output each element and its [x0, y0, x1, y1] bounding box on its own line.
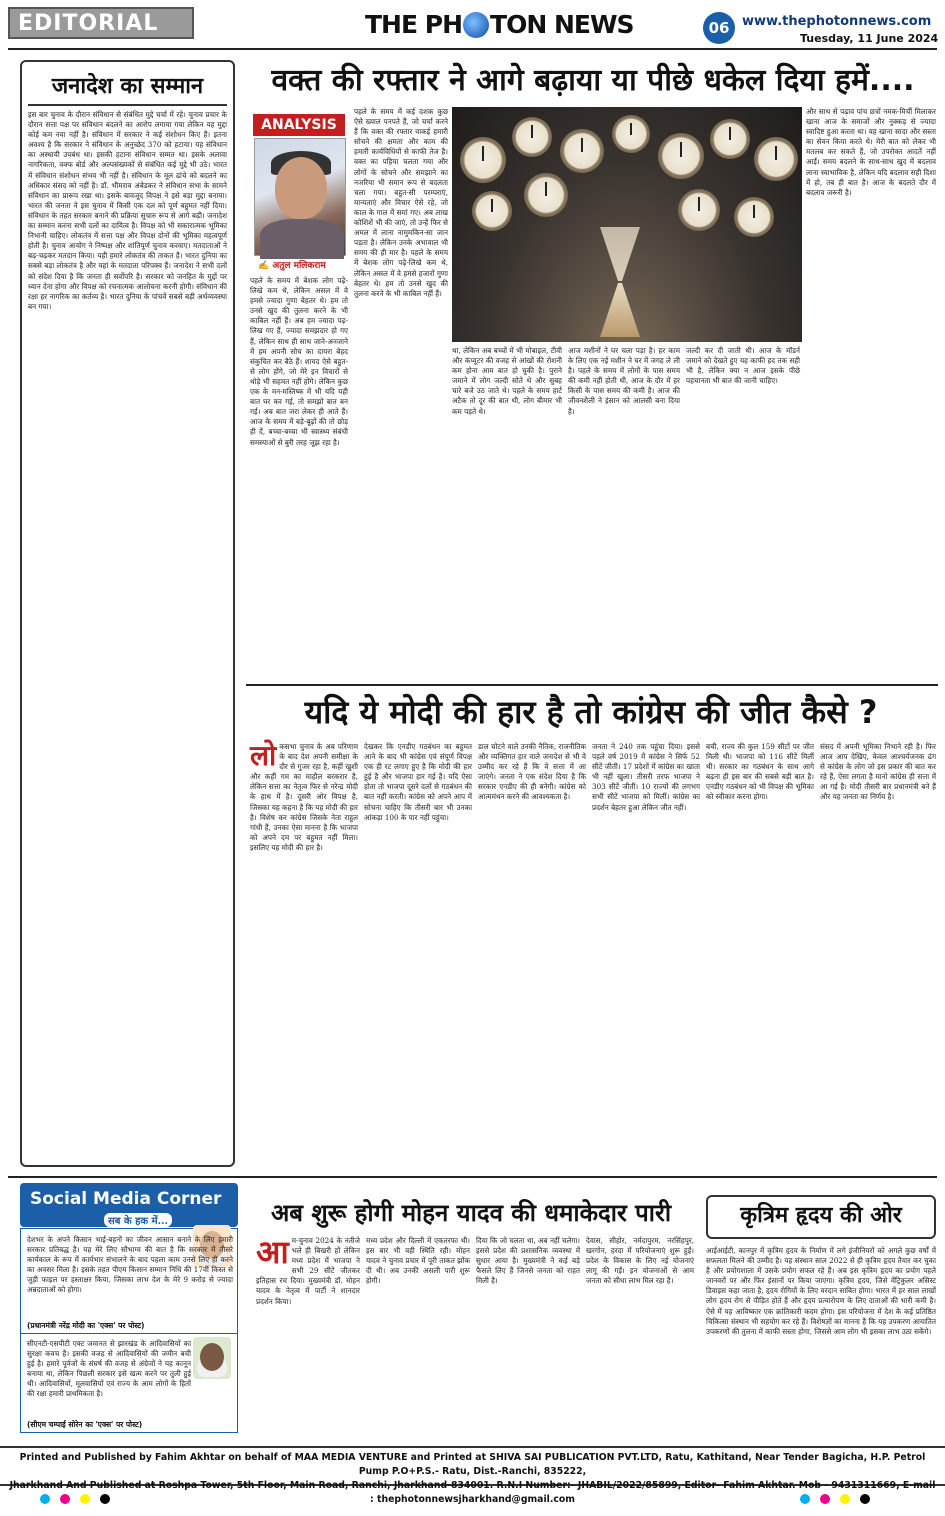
globe-icon — [463, 12, 489, 38]
registration-mark — [100, 1494, 110, 1504]
issue-date: Tuesday, 11 June 2024 — [800, 32, 939, 45]
clocks-hourglass-image — [452, 107, 802, 342]
registration-mark — [40, 1494, 50, 1504]
social-media-box — [20, 1228, 238, 1433]
page-number: 06 — [703, 12, 735, 44]
article2-column-6: संसद में अपनी भूमिका निभाने रही है। फिर आज आप देखिए, केवल आश्चर्यजनक ढंग से कांग्रेस के लोग जो इस प्रकार की बात कर रहे हैं, ऐसा लगता है मानो कांग्रेस ही सत्ता में आ गई है। मोदी तीसरी बार प्रधानमंत्री बने हैं और यह जनता का निर्णय है। — [820, 742, 936, 802]
social-post-2: सीएनटी-एसपीटी एक्ट जमानत से झारखंड के आदिवासियों का सुरक्षा कवच है। इसकी वजह से आदिवासियों की जमीन बची हुई है। हमारे पूर्वजों के संघर्ष की वजह से अंग्रेजों ने यह कानून बनाया था, लेकिन पिछली सरकार इसे खत्म करने पर तुली हुई थी। आदिवासियों, मूलवासियों एवं राज्य के आम लोगों के हितों की रक्षा हमारी प्राथमिकता है। — [27, 1339, 191, 1399]
imprint-line-1: Printed and Published by Fahim Akhtar on behalf of MAA MEDIA VENTURE and Printed at SHIVA SAI PUBLICATION PVT.LTD, Ratu, Kathitand, Near Tender Bagicha, H.P. Petrol Pump P.O+P.S.- Ratu, Dist.-Ranchi, 835222, — [19, 1452, 926, 1477]
social-post-2-source: (सीएम चम्पाई सोरेन का 'एक्स' पर पोस्ट) — [27, 1420, 143, 1429]
section-divider — [8, 1176, 937, 1178]
registration-mark — [820, 1494, 830, 1504]
registration-mark — [60, 1494, 70, 1504]
article1-column-1: पहले के समय में बेशक लोग पढ़े-लिखे कम थे, लेकिन असल में वे हमसे ज्यादा गुणा बेहतर थे। हम तो उनसे खुद की तुलना करने के भी काबिल नहीं हैं। अब हम ज्यादा पढ़-लिख गए हैं, ज्यादा समझदार हो गए हैं, लेकिन साथ ही साथ जाने-अनजाने में हम अपनी सोच का दायरा बेहद संकुचित कर बैठे हैं। शायद ऐसे बहुत-से लोग होंगे, जो मेरे इन विचारों से थोड़े भी सहमत नहीं होंगे। लेकिन कुछ एक के मन-मस्तिष्क में भी यदि यही बात घर कर गई, तो समझो बात बन गई। अब बात जरा लेकर ही आते हैं। आज के समय में बड़े-बूढ़ों की तो छोड़ ही दें, बच्चा-बच्चा भी स्वास्थ्य संबंधी समस्याओं से बुरी तरह जूझ रहा है। — [250, 276, 348, 447]
article3-column-1-text: म-चुनाव 2024 के नतीजे भले ही बिखरी हों लेकिन मध्य प्रदेश में भाजपा ने सभी 29 सीटें जीतकर इतिहास रच दिया। मुख्यमंत्री डॉ. मोहन यादव के नेतृत्व में पार्टी ने शानदार प्रदर्शन किया। — [256, 1236, 360, 1306]
drop-cap: लो — [250, 739, 277, 772]
social-media-subtitle: सब के हक में... — [104, 1213, 172, 1227]
logo-text-right: TON NEWS — [490, 10, 634, 39]
social-post-1-source: (प्रधानमंत्री नरेंद्र मोदी का 'एक्स' पर पोस्ट) — [27, 1321, 145, 1330]
social-post-1: देशभर के अपने किसान भाई-बहनों का जीवन आसान बनाने के लिए हमारी सरकार प्रतिबद्ध है। यह मेरे लिए सौभाग्य की बात है कि सरकार में तीसरे कार्यकाल के रूप में कार्यभार संभालने के बाद पहला काम उनसे लिए ही करने का अवसर मिला है। इसके तहत पीएम किसान सम्मान निधि की 17वीं किस्त से जुड़ी फाइल पर हस्ताक्षर किया, जिसका लाभ देश के मेरे 9 करोड़ से ज्यादा अन्नदाताओं को होगा। — [27, 1235, 233, 1295]
article2-headline: यदि ये मोदी की हार है तो कांग्रेस की जीत कैसे ? — [304, 693, 878, 731]
registration-mark — [860, 1494, 870, 1504]
article1-column-2: पहले के समय में कई दशक कुछ ऐसे ख्याल पनपते हैं, जो चर्चा करने हैं कि वक्त की रफ्तार वाकई हमारी सोचने की क्षमता और काम की हमारी कार्यविधियों से काफी तेज है। वक्त का पहिया चलता गया और लोगों के सोचने और समझाने का नजरिया भी समान रूप से बदलता चला गया। बहुत-सी परम्पराएं, मान्यताएं और विचार ऐसे रहे, जो काल के गाल में समां गए। अब लाख कोशिशें भी की जाएं, तो उन्हें फिर से अमल में लाना नामुमकिन-सा जान पड़ता है। लेकिन उनके अभावाल भी समय की ही मार है। पहले के समय में बेशक लोग पढ़े-लिखे कम थे, लेकिन असल में वे हमसे हजारों गुणा बेहतर थे। हम तो उनसे खुद की तुलना करने के भी काबिल नहीं हैं। — [354, 107, 448, 298]
article1-column-6: और साथ से पढ़ाव पांच छत्रों नमक-मिर्ची मिलाकर खाना आज के समाजों और नुक्कड़ से ज्यादा स्वादिष्ट हुआ करता था। वह खाना सादा और सस्ता का सेवन किया करते थे। मेरी बात को लेकर भी मतलब कर सकते हैं, जो उपरोक्त आदतें नहीं आईं। समय बदलने के साथ-साथ खुद में बदलाव लाना स्वाभाविक है, लेकिन यदि बदलाव सही दिशा में हो, तब ही बात है। आज के बदलते दौर में बदलाव जरूरी है। — [806, 107, 936, 197]
editorial-body: इस बार चुनाव के दौरान संविधान से संबंधित मुद्दे चर्चा में रहे। चुनाव प्रचार के दौरान सत्ता पक्ष पर संविधान बदलने का आरोप लगाया गया लेकिन यह मुद्दा कोई कम नया नहीं है। संविधान में सरकार ने कई संशोधन किए हैं। इतना अवश्य है कि सरकार ने संविधान के अनुच्छेद 370 को हटाया। यह संविधान का अस्थायी उपबंध था। इसकी हटाना संविधान सम्मत था। इसके अलावा नागरिकता, वक्फ बोर्ड और अल्पसंख्यकों से संबंधित कई मुद्दे भी उठे। भारत में संविधान संशोधन संभव भी नहीं है। संविधान के मूल ढांचे को बदलने का अधिकार संसद को नहीं है। डॉ. भीमराव अंबेडकर ने संविधान सभा के सामने संविधान का प्रारूप रखा था। इसके बावजूद विपक्ष ने इसे बड़ा मुद्दा बनाया। भारत की जनता ने इस चुनाव में किसी एक दल को पूर्ण बहुमत नहीं दिया। संविधान के तहत सरकार बनाने की प्रक्रिया सुचारु रूप से आगे बढ़ी। जनादेश का सम्मान करना सभी दलों का दायित्व है। विपक्ष को भी सकारात्मक भूमिका निभानी चाहिए। लोकतंत्र में सत्ता पक्ष और विपक्ष दोनों की भूमिका महत्वपूर्ण होती है। चुनाव आयोग ने निष्पक्ष और शांतिपूर्ण चुनाव करवाए। मतदाताओं ने बढ़-चढ़कर मतदान किया। यही हमारे लोकतंत्र की ताकत है। भारत दुनिया का सबसे बड़ा लोकतंत्र है और यहां के मतदाता परिपक्व हैं। जनादेश ने सभी दलों को संदेश दिया है कि जनता ही सर्वोपरि है। सरकार को जनहित के मुद्दों पर ध्यान देना होगा और विपक्ष को रचनात्मक आलोचना करनी होगी। संविधान की रक्षा हर नागरिक का कर्तव्य है। भारत दुनिया के पांचवें सबसे बड़ी अर्थव्यवस्था बन गया। — [28, 110, 227, 311]
article2-column-3: डाल चोटने वाले उनकी नैतिक, राजनीतिक और व्यक्तिगत हार वाले जनादेश से भी वे उम्मीद कर रहे हैं कि वे सत्ता में आ जाएंगे। जनता ने एक संदेश दिया है कि सरकार एनडीए की ही बनेगी। कांग्रेस को आत्ममंथन करने की आवश्यकता है। — [478, 742, 586, 802]
article1-column-3: था, लेकिन अब बच्चों में भी मोबाइल, टीवी और कंप्यूटर की वजह से आंखों की रोशनी कम होना आम बात हो चुकी है। पुराने जमाने में लोग जल्दी सोते थे और सुबह चारे बजे उठ जाते थे। पहले के समय हार्ट अटैक तो दूर की बात थी, लोग बीमार भी कम पड़ते थे। — [452, 346, 562, 416]
avatar — [193, 1337, 231, 1379]
masthead-divider — [8, 48, 937, 50]
article3-column-3: दिया कि जो चलता था, अब नहीं चलेगा। इससे प्रदेश की प्रशासनिक व्यवस्था में सुधार आया है। मुख्यमंत्री ने कई बड़े फैसले लिए हैं जिनसे जनता को राहत मिली है। — [476, 1236, 580, 1286]
article2-column-1-text: कसभा चुनाव के अब परिणाम के बाद देश अपनी समीक्षा के दौर से गुजर रहा है, कहीं खुशी और कहीं गम का माहौल बरकरार है, लेकिन सत्ता का नेतृत्व फिर से नरेन्द्र मोदी के हाथ में है। दूसरी ओर विपक्ष है, जिसका यह कहना है कि यह मोदी की हार है। विशेष कर कांग्रेस जिसके नेता राहुल गांधी हैं, उनका ऐसा मानना है कि भाजपा को अपने दम पर बहुमत नहीं मिला। इसलिए यह मोदी की हार है। — [250, 742, 358, 852]
imprint-line-2: Jharkhand And Published at Roshpa Tower, 5th Floor, Main Road, Ranchi, Jharkhand-834001. R.N.I Number:- JHABIL/2022/85899, Editor- Fahim Akhtar. Mob - 9431311669, E-mail : thephotonnewsjharkhand@gmail.com — [9, 1480, 936, 1505]
imprint-footer — [0, 1446, 945, 1505]
author-byline: ✍ अतुल मलिकराम — [258, 261, 326, 271]
article-headline: वक्त की रफ्तार ने आगे बढ़ाया या पीछे धकेल दिया हमें.... — [271, 63, 915, 98]
article3-headline: अब शुरू होगी मोहन यादव की धमाकेदार पारी — [270, 1199, 672, 1227]
logo-text-left: THE PH — [365, 10, 463, 39]
drop-cap: आ — [256, 1233, 289, 1271]
article1-column-4: आज मशीनों ने घर चला पड़ा है। हर काम के लिए एक नई मशीन ने घर में जगह ले ली है। पहले के समय में लोगों के पास समय की कमी नहीं होती थी, आज के दौर में हर किसी के पास समय की कमी है। आज की जीवनशैली ने इंसान को आलसी बना दिया है। — [568, 346, 680, 416]
article-divider — [246, 684, 938, 686]
website-url[interactable]: www.thephotonnews.com — [742, 14, 932, 29]
article2-column-4: जनता ने 240 तक पहुंचा दिया। इससे पहले वर्ष 2019 में कांग्रेस ने सिर्फ 52 सीटें जीती। 17 प्रदेशों में कांग्रेस का खाता भी नहीं खुला। तीसरी तरफ भाजपा ने 303 सीटें जीतीं। 10 राज्यों की लगभग सभी सीटें भाजपा को मिलीं। कांग्रेस का प्रदर्शन बेहतर हुआ लेकिन जीत नहीं। — [592, 742, 700, 812]
editorial-title: जनादेश का सम्मान — [28, 70, 227, 106]
author-photo — [254, 138, 346, 256]
article4-headline: कृत्रिम हृदय की ओर — [706, 1195, 936, 1239]
article3-column-4: देवास, सीहोर, नर्मदापुरम, नरसिंहपुर, खरगोन, हरदा में परियोजनाएं शुरू हुईं। प्रदेश के विकास के लिए नई योजनाएं लागू की गईं। इन योजनाओं से आम जनता को सीधा लाभ मिल रहा है। — [586, 1236, 694, 1286]
article2-column-2: देखकर कि एनडीए गठबंधन का बहुमत आने के बाद भी कांग्रेस एवं संपूर्ण विपक्ष एक ही रट लगाए हुए है कि मोदी की हार हुई है और भाजपा हार गई है। यदि ऐसा होता तो भाजपा दूसरे दलों से गठबंधन की बात नहीं करती। कांग्रेस को अपने आप में सोचना चाहिए कि तीसरी बार भी उनका आंकड़ा 100 के पार नहीं पहुंचा। — [364, 742, 472, 822]
article2-column-5: बची, राज्य की कुल 159 सीटों पर जीत मिली थी। भाजपा को 116 सीटें मिलीं थी। सरकार का गठबंधन के साथ आगे बढ़ना ही इस बार की सबसे बड़ी बात है। एनडीए गठबंधन को भी विपक्ष की भूमिका को स्वीकार करना होगा। — [706, 742, 814, 802]
article2-column-1 — [250, 739, 358, 1170]
article1-column-5: जल्दी कर दी जाती थी। आज के मॉडर्न जमाने को देखते हुए यह काफी हद तक सही भी है, लेकिन क्या न आज इसके पीछे पहचानता भी बात की जानी चाहिए। — [686, 346, 800, 386]
registration-mark — [800, 1494, 810, 1504]
section-label: EDITORIAL — [8, 7, 194, 39]
registration-mark — [840, 1494, 850, 1504]
article4-body: आईआईटी, कानपुर में कृत्रिम हृदय के निर्माण में लगे इंजीनियरों को अगले कुछ वर्षों में सफलता मिलने की उम्मीद है। यह संस्थान साल 2022 से ही कृत्रिम हृदय तैयार कर चुका है और प्रयोगशाला में उसके प्रयोग सफल रहे हैं। अब इस कृत्रिम हृदय का प्रयोग पहले जानवरों पर और फिर इंसानों पर किया जाएगा। कृत्रिम हृदय, जिसे वेंट्रिकुलर असिस्ट डिवाइस कहा जाता है, हृदय रोगियों के लिए वरदान साबित होगा। भारत में हर साल लाखों लोग हृदय रोग से पीड़ित होते हैं और हृदय प्रत्यारोपण के लिए दाताओं की भारी कमी है। ऐसे में यह आविष्कार एक क्रांतिकारी कदम होगा। इस परियोजना में देश के कई प्रतिष्ठित चिकित्सा संस्थान भी सहयोग कर रहे हैं। विशेषज्ञों का मानना है कि यह उपकरण आयातित उपकरणों की तुलना में काफी सस्ता होगा, जिससे आम लोग भी इसका लाभ उठा सकेंगे। — [706, 1246, 936, 1336]
editorial-box — [20, 60, 235, 1167]
article3-column-2: मध्य प्रदेश और दिल्ली में एकतरफा थी। इस बार भी वही स्थिति रही। मोहन यादव ने चुनाव प्रचार में पूरी ताकत झोंक दी थी। अब उनकी असली पारी शुरू होगी। — [366, 1236, 470, 1286]
registration-mark — [80, 1494, 90, 1504]
analysis-badge: ANALYSIS — [253, 114, 345, 136]
social-media-title: Social Media Corner — [20, 1183, 238, 1227]
article3-column-1 — [256, 1233, 360, 1436]
newspaper-logo — [365, 10, 634, 39]
